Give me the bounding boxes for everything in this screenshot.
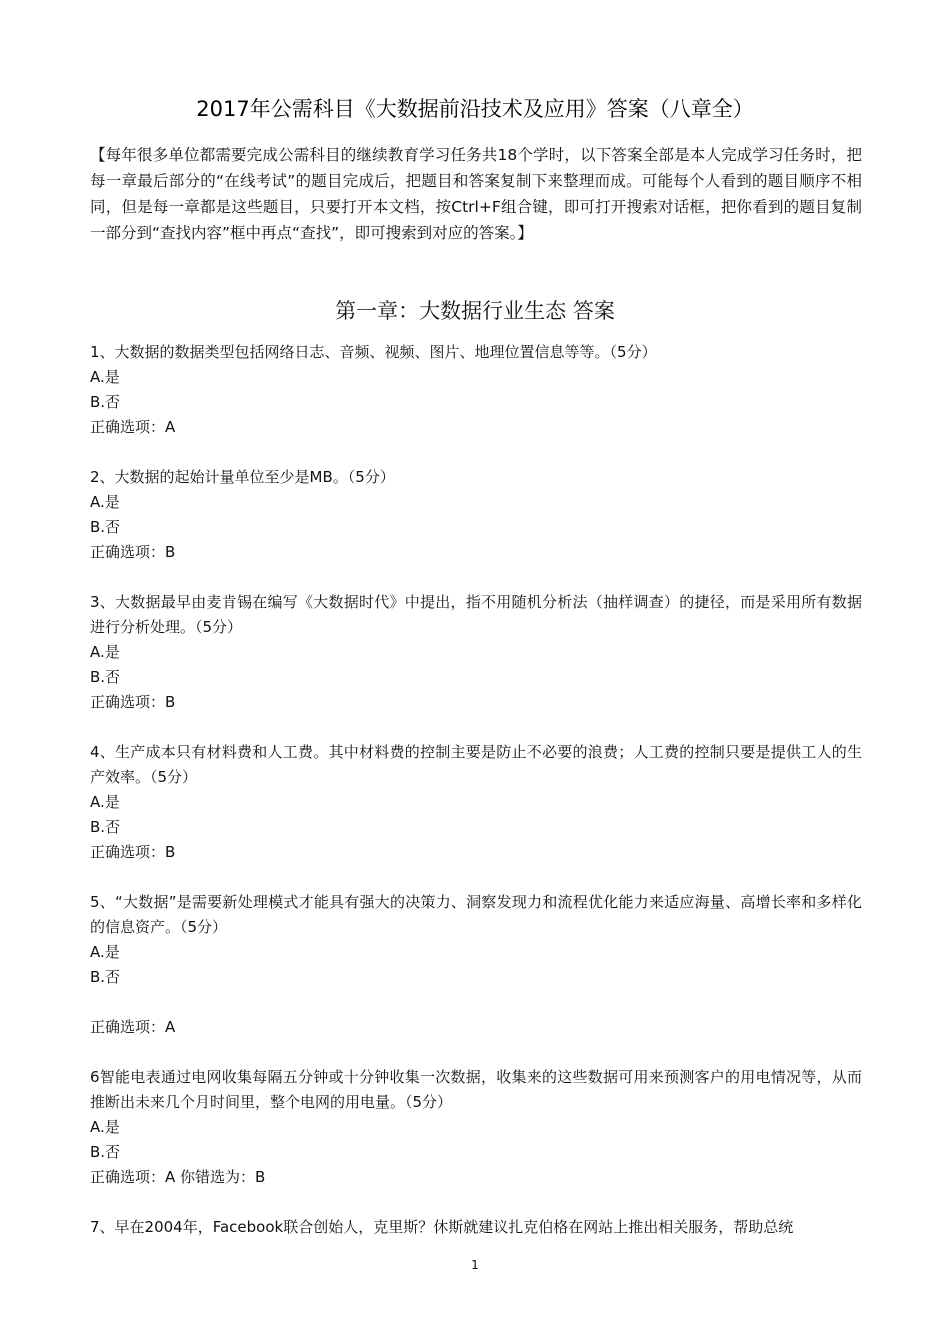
correct-answer: 正确选项：A 你错选为：B — [90, 1168, 266, 1186]
correct-answer: 正确选项：B — [90, 843, 176, 861]
question-text: 4、生产成本只有材料费和人工费。其中材料费的控制主要是防止不必要的浪费；人工费的控制只要是提供工人的生产效率。（5分） — [90, 743, 862, 786]
option-b: B.否 — [90, 393, 121, 411]
question-text: 1、大数据的数据类型包括网络日志、音频、视频、图片、地理位置信息等等。（5分） — [90, 343, 657, 361]
option-a: A.是 — [90, 943, 120, 961]
option-b: B.否 — [90, 518, 121, 536]
option-b: B.否 — [90, 1143, 121, 1161]
question-list — [90, 340, 862, 1240]
document-title: 2017年公需科目《大数据前沿技术及应用》答案（八章全） — [196, 97, 754, 121]
option-a: A.是 — [90, 643, 120, 661]
spacer — [90, 865, 862, 890]
option-b: B.否 — [90, 818, 121, 836]
question-text: 6智能电表通过电网收集每隔五分钟或十分钟收集一次数据，收集来的这些数据可用来预测客户的用电情况等，从而推断出未来几个月时间里，整个电网的用电量。（5分） — [90, 1068, 862, 1111]
page-number: 1 — [471, 1258, 479, 1272]
chapter-heading: 第一章：大数据行业生态 答案 — [335, 299, 615, 323]
spacer — [90, 565, 862, 590]
option-b: B.否 — [90, 968, 121, 986]
option-a: A.是 — [90, 1118, 120, 1136]
option-a: A.是 — [90, 368, 120, 386]
spacer — [90, 1040, 862, 1065]
option-a: A.是 — [90, 793, 120, 811]
correct-answer: 正确选项：B — [90, 543, 176, 561]
correct-answer: 正确选项：B — [90, 693, 176, 711]
correct-answer: 正确选项：A — [90, 418, 176, 436]
spacer — [90, 440, 862, 465]
question-text: 2、大数据的起始计量单位至少是MB。（5分） — [90, 468, 395, 486]
question-text: 5、“大数据”是需要新处理模式才能具有强大的决策力、洞察发现力和流程优化能力来适应海量、高增长率和多样化的信息资产。（5分） — [90, 893, 862, 936]
spacer — [90, 1190, 862, 1215]
option-a: A.是 — [90, 493, 120, 511]
intro-paragraph: 【每年很多单位都需要完成公需科目的继续教育学习任务共18个学时，以下答案全部是本人完成学习任务时，把每一章最后部分的“在线考试”的题目完成后，把题目和答案复制下来整理而成。可能每个人看到的题目顺序不相同，但是每一章都是这些题目，只要打开本文档，按Ctrl+F组合键，即可打开搜索对话框，把你看到的题目复制一部分到“查找内容”框中再点“查找”，即可搜索到对应的答案。】 — [90, 146, 862, 242]
question-text: 3、大数据最早由麦肯锡在编写《大数据时代》中提出，指不用随机分析法（抽样调查）的捷径，而是采用所有数据进行分析处理。（5分） — [90, 593, 862, 636]
question-text: 7、早在2004年，Facebook联合创始人，克里斯？休斯就建议扎克伯格在网站上推出相关服务，帮助总统 — [90, 1218, 794, 1236]
option-b: B.否 — [90, 668, 121, 686]
correct-answer: 正确选项：A — [90, 1018, 176, 1036]
spacer — [90, 990, 862, 1015]
spacer — [90, 715, 862, 740]
